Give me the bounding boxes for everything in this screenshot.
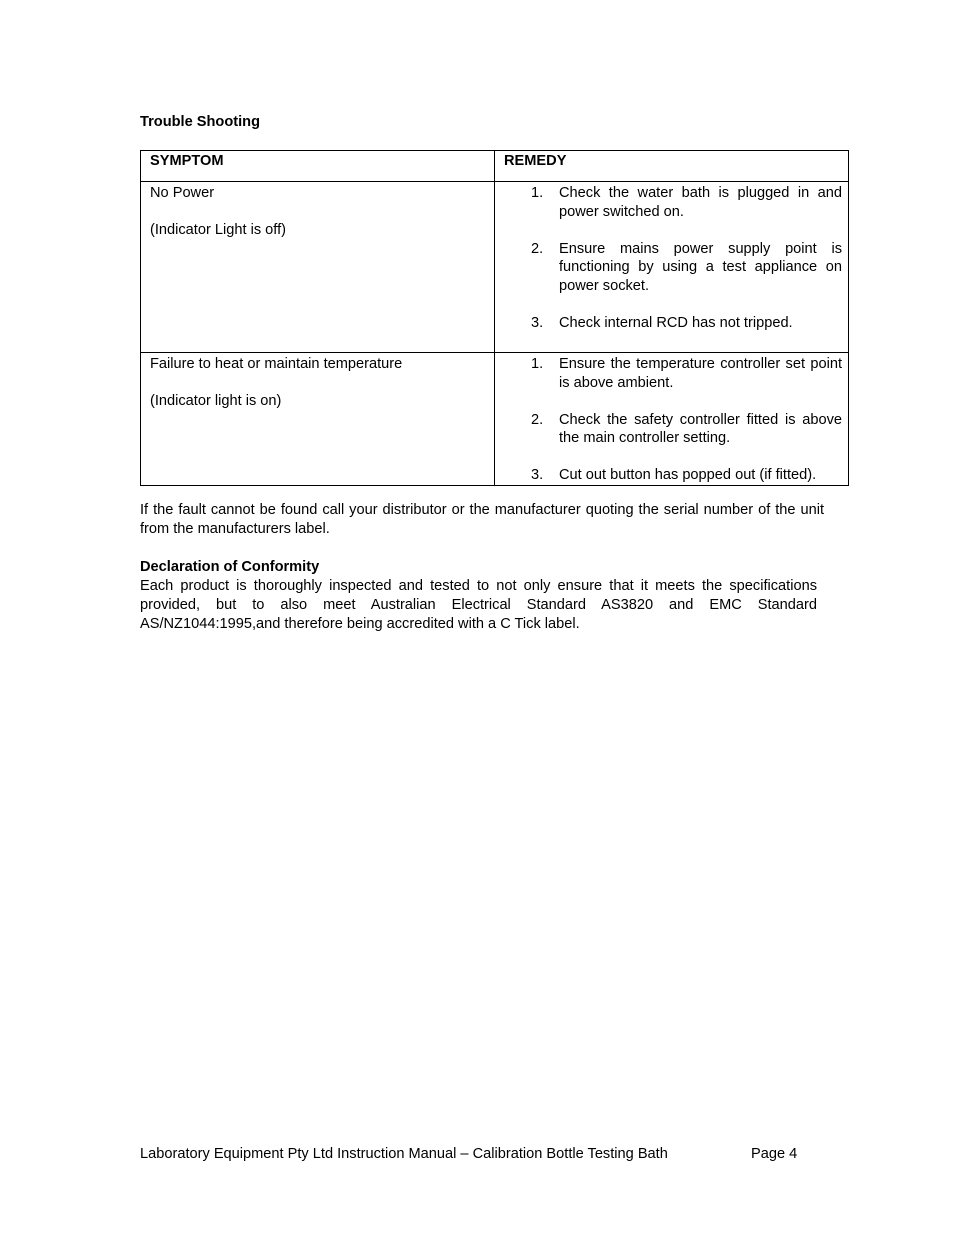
- remedy-number: 3.: [531, 314, 544, 331]
- table-row: [141, 182, 849, 353]
- symptom-note: (Indicator light is on): [150, 393, 282, 409]
- remedy-number: 2.: [531, 240, 544, 257]
- remedy-number: 1.: [531, 356, 544, 372]
- remedy-cell: [495, 353, 849, 486]
- remedy-list: [495, 184, 842, 332]
- symptom-text: No Power: [150, 185, 215, 201]
- remedy-item: [495, 314, 842, 333]
- footer-document-title: Laboratory Equipment Pty Ltd Instruction Manual – Calibration Bottle Testing Bath: [140, 1146, 668, 1162]
- symptom-note: (Indicator Light is off): [150, 222, 287, 238]
- page-number: Page 4: [751, 1146, 798, 1162]
- table-row: [141, 353, 849, 486]
- remedy-item: [495, 355, 842, 392]
- remedy-item: [495, 240, 842, 296]
- symptom-cell: [141, 353, 495, 486]
- remedy-number: 1.: [531, 185, 544, 201]
- symptom-text: Failure to heat or maintain temperature: [150, 356, 403, 372]
- remedy-item: [495, 184, 842, 221]
- table-header-row: [141, 151, 849, 182]
- remedy-text: Ensure mains power supply point is functioning by using a test appliance on power socket.: [559, 240, 842, 294]
- remedy-text: Check internal RCD has not tripped.: [559, 314, 793, 331]
- troubleshooting-heading: Trouble Shooting: [140, 114, 260, 130]
- declaration-heading: Declaration of Conformity: [140, 559, 320, 575]
- remedy-text: Cut out button has popped out (if fitted).: [559, 467, 817, 483]
- troubleshooting-table: [140, 150, 849, 486]
- fault-contact-paragraph: If the fault cannot be found call your distributor or the manufacturer quoting the serial number of the unit from the manufacturers label.: [140, 502, 824, 537]
- remedy-item: [495, 466, 842, 485]
- remedy-text: Check the safety controller fitted is above the main controller setting.: [559, 411, 842, 446]
- remedy-item: [495, 411, 842, 448]
- remedy-column-header: REMEDY: [495, 151, 849, 182]
- remedy-cell: [495, 182, 849, 353]
- declaration-paragraph: Each product is thoroughly inspected and tested to not only ensure that it meets the specifications provided, but to also meet Australian Electrical Standard AS3820 and EMC Standard AS/NZ1044:1995,and therefore being accredited with a C Tick label.: [140, 578, 817, 632]
- remedy-text: Ensure the temperature controller set point is above ambient.: [559, 356, 842, 391]
- symptom-column-header: SYMPTOM: [141, 151, 495, 182]
- remedy-number: 3.: [531, 467, 544, 483]
- remedy-list: [495, 355, 842, 485]
- symptom-cell: [141, 182, 495, 353]
- remedy-text: Check the water bath is plugged in and power switched on.: [559, 185, 842, 220]
- remedy-number: 2.: [531, 411, 544, 428]
